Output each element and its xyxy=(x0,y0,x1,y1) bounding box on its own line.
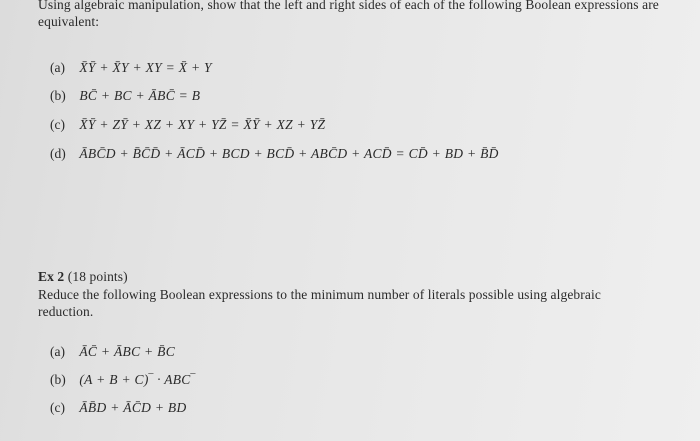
boolean-expression: ĀC̄ + ĀBC + B̄C xyxy=(79,344,175,359)
ex1-item-b xyxy=(50,87,200,105)
item-label: (a) xyxy=(50,344,65,359)
ex1-item-a xyxy=(50,59,212,77)
item-label: (c) xyxy=(50,400,65,415)
boolean-expression: ĀBC̄D + B̄C̄D̄ + ĀCD̄ + BCD + BCD̄ + ABC̄D + ACD̄ = CD̄ + BD + B̄D̄ xyxy=(79,146,499,161)
item-label: (a) xyxy=(50,60,65,75)
ex2-item-b xyxy=(50,371,195,389)
ex2-item-c xyxy=(50,399,187,417)
ex2-item-a xyxy=(50,343,175,361)
boolean-expression: (A + B + C)‾ · ABC‾ xyxy=(79,372,196,387)
ex2-instructions: Reduce the following Boolean expressions to the minimum number of literals possible using algebraic reduction. xyxy=(38,287,601,319)
ex1-item-c xyxy=(50,116,325,134)
item-label: (b) xyxy=(50,372,66,387)
ex2-points: (18 points) xyxy=(67,269,128,284)
boolean-expression: X̄Ȳ + X̄Y + XY = X̄ + Y xyxy=(79,60,212,75)
item-label: (d) xyxy=(50,146,66,161)
item-label: (c) xyxy=(50,117,65,132)
boolean-expression: X̄Ȳ + ZȲ + XZ + XY + YZ̄ = X̄Ȳ + XZ + YZ̄ xyxy=(79,117,326,132)
ex1-instructions: Using algebraic manipulation, show that the left and right sides of each of the following Boolean expressions are equivalent: xyxy=(38,0,659,29)
ex2-title: Ex 2 xyxy=(38,269,65,284)
ex1-item-d xyxy=(50,145,499,163)
item-label: (b) xyxy=(50,88,66,103)
ex2-heading xyxy=(38,268,128,285)
boolean-expression: ĀB̄D + ĀC̄D + BD xyxy=(79,400,187,415)
boolean-expression: BC̄ + BC + ĀBC̄ = B xyxy=(79,88,201,103)
